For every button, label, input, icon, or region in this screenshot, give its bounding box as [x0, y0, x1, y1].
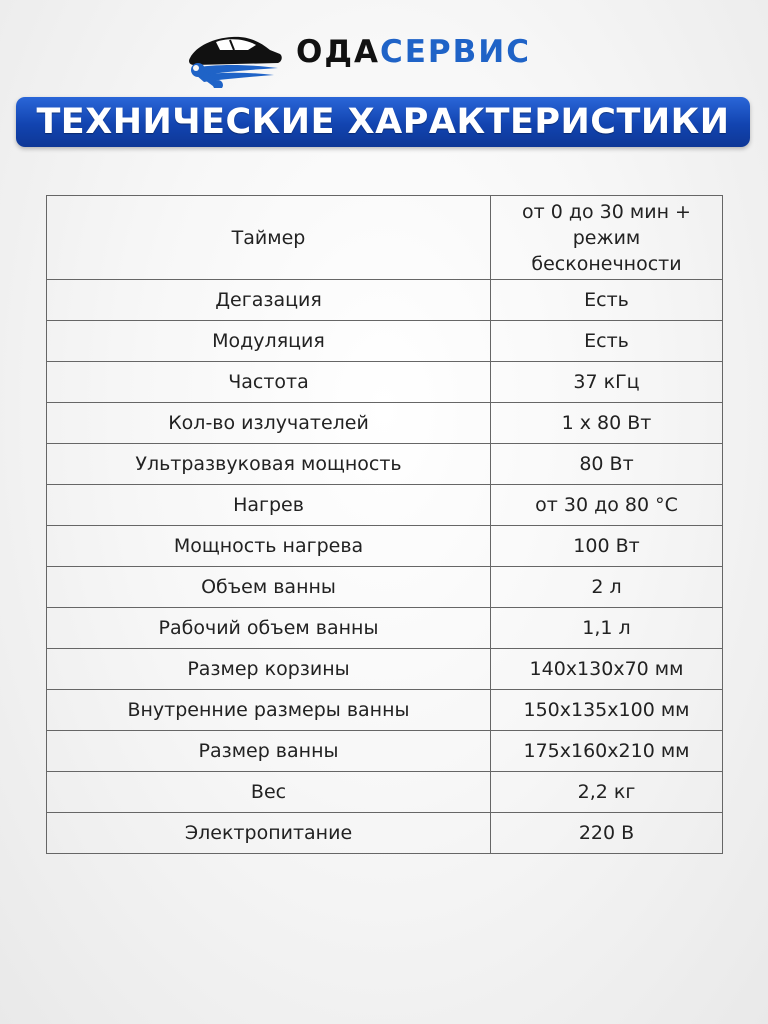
spec-value: 100 Вт [491, 526, 723, 567]
spec-name: Мощность нагрева [47, 526, 491, 567]
page-title: ТЕХНИЧЕСКИЕ ХАРАКТЕРИСТИКИ [36, 102, 730, 142]
spec-name: Вес [47, 772, 491, 813]
table-row [47, 196, 723, 280]
specs-table [46, 195, 723, 854]
table-row [47, 608, 723, 649]
spec-name: Размер ванны [47, 731, 491, 772]
spec-name: Ультразвуковая мощность [47, 444, 491, 485]
table-row [47, 649, 723, 690]
table-row [47, 813, 723, 854]
spec-value: 175х160х210 мм [491, 731, 723, 772]
spec-name: Таймер [47, 196, 491, 280]
table-row [47, 485, 723, 526]
brand-name-part2: СЕРВИС [379, 34, 531, 70]
spec-value: от 0 до 30 мин + режим бесконечности [491, 196, 723, 280]
title-banner [16, 97, 750, 147]
brand-logo [0, 22, 768, 88]
spec-name: Модуляция [47, 321, 491, 362]
table-row [47, 772, 723, 813]
table-row [47, 280, 723, 321]
spec-value: 2,2 кг [491, 772, 723, 813]
car-wrench-logo-icon [186, 28, 286, 88]
spec-name: Нагрев [47, 485, 491, 526]
spec-name: Частота [47, 362, 491, 403]
table-row [47, 403, 723, 444]
brand-name-part1: ОДА [296, 34, 380, 70]
spec-name: Размер корзины [47, 649, 491, 690]
table-row [47, 321, 723, 362]
table-row [47, 690, 723, 731]
spec-value: от 30 до 80 °C [491, 485, 723, 526]
spec-value: 140х130х70 мм [491, 649, 723, 690]
spec-value: 220 В [491, 813, 723, 854]
table-row [47, 731, 723, 772]
table-row [47, 362, 723, 403]
spec-value: 37 кГц [491, 362, 723, 403]
table-row [47, 444, 723, 485]
spec-name: Электропитание [47, 813, 491, 854]
spec-name: Объем ванны [47, 567, 491, 608]
spec-name: Рабочий объем ванны [47, 608, 491, 649]
table-row [47, 567, 723, 608]
spec-value: Есть [491, 321, 723, 362]
brand-name [296, 32, 531, 72]
spec-name: Кол-во излучателей [47, 403, 491, 444]
spec-value: 1,1 л [491, 608, 723, 649]
spec-name: Дегазация [47, 280, 491, 321]
spec-value: Есть [491, 280, 723, 321]
spec-value: 2 л [491, 567, 723, 608]
spec-value: 150х135х100 мм [491, 690, 723, 731]
spec-value: 80 Вт [491, 444, 723, 485]
spec-name: Внутренние размеры ванны [47, 690, 491, 731]
spec-value: 1 х 80 Вт [491, 403, 723, 444]
table-row [47, 526, 723, 567]
